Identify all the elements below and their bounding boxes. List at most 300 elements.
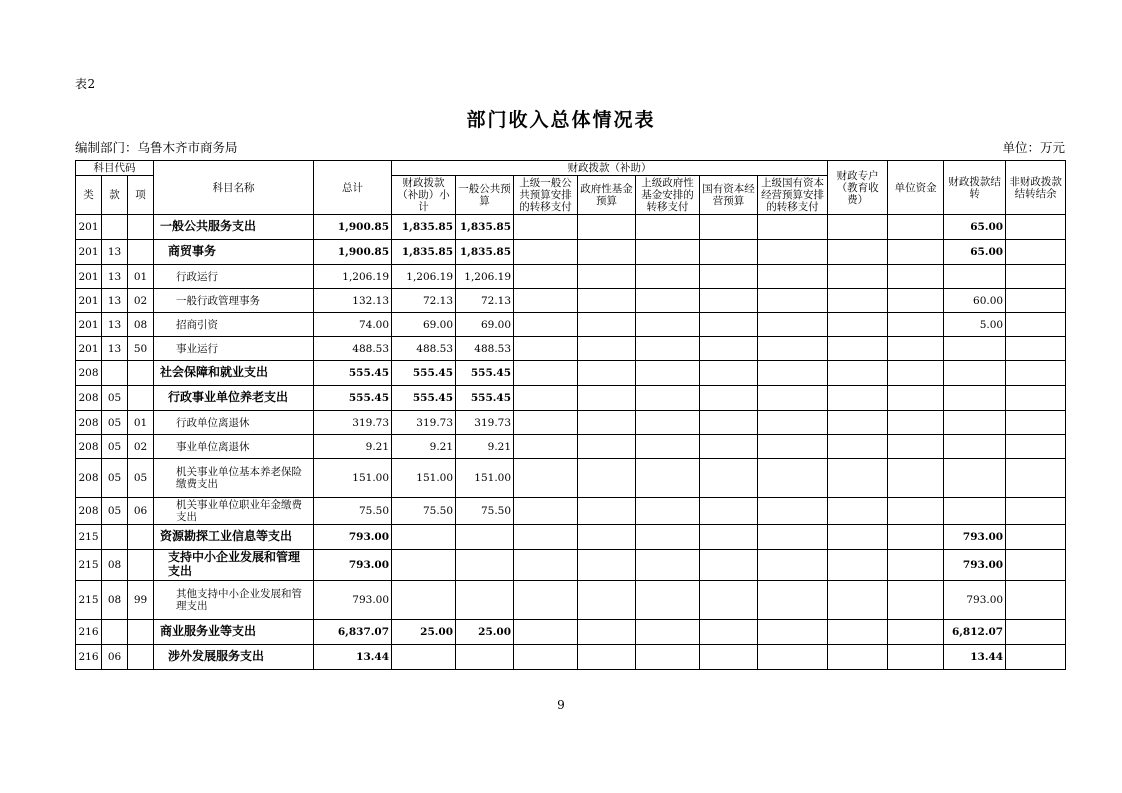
cell-upper_state_capital_transfer — [758, 313, 828, 337]
cell-fiscal_special_account — [828, 265, 888, 289]
table-row — [76, 411, 1066, 435]
header-col-upper-state-capital-transfer: 上级国有资本经营预算安排的转移支付 — [758, 176, 828, 215]
header-row-1 — [76, 161, 1066, 176]
cell-upper_gov_fund_transfer — [636, 644, 700, 669]
cell-nonfiscal_carryover — [1006, 435, 1066, 459]
cell-fiscal_sub: 1,835.85 — [392, 240, 456, 265]
cell-xiang — [128, 619, 154, 644]
cell-upper_general_transfer — [514, 644, 578, 669]
page-title: 部门收入总体情况表 — [466, 109, 656, 131]
cell-name: 行政单位离退休 — [154, 411, 314, 435]
table-row — [76, 644, 1066, 669]
cell-nonfiscal_carryover — [1006, 386, 1066, 411]
cell-name: 招商引资 — [154, 313, 314, 337]
cell-fiscal_carryover — [944, 459, 1006, 498]
cell-name: 支持中小企业发展和管理支出 — [154, 550, 314, 581]
cell-upper_gov_fund_transfer — [636, 435, 700, 459]
cell-gov_fund — [578, 619, 636, 644]
cell-upper_gov_fund_transfer — [636, 580, 700, 619]
cell-kuan — [102, 525, 128, 550]
cell-upper_gov_fund_transfer — [636, 550, 700, 581]
cell-fiscal_carryover: 5.00 — [944, 313, 1006, 337]
cell-name: 机关事业单位基本养老保险缴费支出 — [154, 459, 314, 498]
cell-name: 商业服务业等支出 — [154, 619, 314, 644]
cell-gov_fund — [578, 580, 636, 619]
page-number: 9 — [557, 698, 565, 712]
cell-name: 其他支持中小企业发展和管理支出 — [154, 580, 314, 619]
cell-general_public: 488.53 — [456, 337, 514, 361]
cell-name: 涉外发展服务支出 — [154, 644, 314, 669]
header-col-upper-gov-fund-transfer: 上级政府性基金安排的转移支付 — [636, 176, 700, 215]
table-row — [76, 525, 1066, 550]
cell-upper_gov_fund_transfer — [636, 289, 700, 313]
cell-xiang: 02 — [128, 435, 154, 459]
table-row — [76, 550, 1066, 581]
cell-lei: 201 — [76, 215, 102, 240]
header-fiscal-group: 财政拨款（补助） — [392, 161, 828, 176]
cell-fiscal_sub: 1,835.85 — [392, 215, 456, 240]
cell-xiang — [128, 550, 154, 581]
cell-nonfiscal_carryover — [1006, 240, 1066, 265]
table-row — [76, 459, 1066, 498]
cell-unit_funds — [888, 313, 944, 337]
cell-fiscal_special_account — [828, 313, 888, 337]
cell-upper_gov_fund_transfer — [636, 215, 700, 240]
table-body — [76, 215, 1066, 670]
cell-kuan: 13 — [102, 289, 128, 313]
cell-upper_general_transfer — [514, 361, 578, 386]
cell-total: 1,900.85 — [314, 215, 392, 240]
cell-name: 机关事业单位职业年金缴费支出 — [154, 498, 314, 525]
cell-gov_fund — [578, 525, 636, 550]
cell-general_public: 72.13 — [456, 289, 514, 313]
cell-xiang: 06 — [128, 498, 154, 525]
cell-xiang: 50 — [128, 337, 154, 361]
cell-gov_fund — [578, 435, 636, 459]
cell-gov_fund — [578, 289, 636, 313]
cell-kuan: 05 — [102, 435, 128, 459]
cell-upper_gov_fund_transfer — [636, 459, 700, 498]
cell-xiang: 01 — [128, 411, 154, 435]
cell-kuan: 05 — [102, 411, 128, 435]
cell-general_public: 319.73 — [456, 411, 514, 435]
cell-upper_gov_fund_transfer — [636, 265, 700, 289]
cell-state_capital — [700, 361, 758, 386]
cell-state_capital — [700, 580, 758, 619]
cell-upper_state_capital_transfer — [758, 265, 828, 289]
header-col-state-capital: 国有资本经营预算 — [700, 176, 758, 215]
cell-general_public: 9.21 — [456, 435, 514, 459]
cell-upper_general_transfer — [514, 525, 578, 550]
cell-gov_fund — [578, 337, 636, 361]
cell-upper_general_transfer — [514, 386, 578, 411]
cell-general_public: 69.00 — [456, 313, 514, 337]
cell-fiscal_sub: 151.00 — [392, 459, 456, 498]
cell-fiscal_special_account — [828, 337, 888, 361]
cell-gov_fund — [578, 313, 636, 337]
cell-gov_fund — [578, 459, 636, 498]
cell-fiscal_sub: 555.45 — [392, 386, 456, 411]
cell-upper_state_capital_transfer — [758, 644, 828, 669]
cell-unit_funds — [888, 337, 944, 361]
cell-nonfiscal_carryover — [1006, 619, 1066, 644]
cell-upper_state_capital_transfer — [758, 361, 828, 386]
cell-fiscal_sub: 555.45 — [392, 361, 456, 386]
cell-fiscal_special_account — [828, 215, 888, 240]
header-col-upper-general-transfer: 上级一般公共预算安排的转移支付 — [514, 176, 578, 215]
cell-kuan: 06 — [102, 644, 128, 669]
cell-state_capital — [700, 411, 758, 435]
cell-gov_fund — [578, 265, 636, 289]
cell-lei: 208 — [76, 498, 102, 525]
table-row — [76, 619, 1066, 644]
cell-kuan: 05 — [102, 459, 128, 498]
cell-upper_state_capital_transfer — [758, 240, 828, 265]
cell-lei: 216 — [76, 644, 102, 669]
cell-total: 555.45 — [314, 386, 392, 411]
cell-nonfiscal_carryover — [1006, 411, 1066, 435]
header-col-fiscal-special-account: 财政专户（教育收费） — [828, 161, 888, 215]
cell-fiscal_carryover — [944, 361, 1006, 386]
cell-general_public: 555.45 — [456, 386, 514, 411]
cell-xiang — [128, 525, 154, 550]
cell-lei: 215 — [76, 550, 102, 581]
cell-state_capital — [700, 313, 758, 337]
cell-general_public: 1,835.85 — [456, 240, 514, 265]
cell-unit_funds — [888, 215, 944, 240]
cell-lei: 201 — [76, 289, 102, 313]
cell-fiscal_carryover: 65.00 — [944, 215, 1006, 240]
cell-gov_fund — [578, 386, 636, 411]
cell-gov_fund — [578, 411, 636, 435]
cell-fiscal_sub — [392, 580, 456, 619]
header-col-gov-fund: 政府性基金预算 — [578, 176, 636, 215]
cell-upper_general_transfer — [514, 498, 578, 525]
cell-xiang — [128, 361, 154, 386]
cell-total: 793.00 — [314, 580, 392, 619]
cell-total: 75.50 — [314, 498, 392, 525]
cell-xiang: 08 — [128, 313, 154, 337]
table-row — [76, 289, 1066, 313]
unit-label: 单位：万元 — [1002, 140, 1065, 155]
cell-fiscal_special_account — [828, 459, 888, 498]
cell-nonfiscal_carryover — [1006, 459, 1066, 498]
cell-upper_state_capital_transfer — [758, 498, 828, 525]
cell-upper_state_capital_transfer — [758, 550, 828, 581]
cell-general_public: 75.50 — [456, 498, 514, 525]
cell-name: 一般行政管理事务 — [154, 289, 314, 313]
cell-fiscal_special_account — [828, 361, 888, 386]
cell-unit_funds — [888, 289, 944, 313]
cell-general_public — [456, 550, 514, 581]
cell-fiscal_sub — [392, 525, 456, 550]
cell-xiang: 01 — [128, 265, 154, 289]
cell-total: 6,837.07 — [314, 619, 392, 644]
cell-general_public: 151.00 — [456, 459, 514, 498]
cell-unit_funds — [888, 435, 944, 459]
cell-kuan — [102, 215, 128, 240]
cell-general_public: 25.00 — [456, 619, 514, 644]
cell-state_capital — [700, 525, 758, 550]
cell-fiscal_carryover — [944, 498, 1006, 525]
cell-xiang: 99 — [128, 580, 154, 619]
cell-unit_funds — [888, 550, 944, 581]
cell-state_capital — [700, 459, 758, 498]
cell-total: 1,206.19 — [314, 265, 392, 289]
cell-nonfiscal_carryover — [1006, 525, 1066, 550]
cell-fiscal_sub: 69.00 — [392, 313, 456, 337]
cell-state_capital — [700, 498, 758, 525]
header-col-lei: 类 — [76, 176, 102, 215]
cell-total: 555.45 — [314, 361, 392, 386]
header-col-total: 总计 — [314, 161, 392, 215]
cell-fiscal_sub: 25.00 — [392, 619, 456, 644]
cell-total: 74.00 — [314, 313, 392, 337]
cell-state_capital — [700, 289, 758, 313]
cell-upper_state_capital_transfer — [758, 386, 828, 411]
cell-unit_funds — [888, 459, 944, 498]
cell-upper_general_transfer — [514, 337, 578, 361]
department-label: 编制部门：乌鲁木齐市商务局 — [75, 140, 238, 155]
table-row — [76, 313, 1066, 337]
cell-upper_gov_fund_transfer — [636, 386, 700, 411]
cell-fiscal_sub: 1,206.19 — [392, 265, 456, 289]
cell-state_capital — [700, 386, 758, 411]
cell-kuan: 13 — [102, 265, 128, 289]
cell-fiscal_special_account — [828, 550, 888, 581]
cell-nonfiscal_carryover — [1006, 361, 1066, 386]
cell-upper_gov_fund_transfer — [636, 361, 700, 386]
cell-fiscal_carryover — [944, 411, 1006, 435]
cell-fiscal_special_account — [828, 411, 888, 435]
cell-fiscal_carryover: 793.00 — [944, 525, 1006, 550]
cell-name: 事业单位离退休 — [154, 435, 314, 459]
cell-xiang — [128, 215, 154, 240]
table-row — [76, 361, 1066, 386]
cell-unit_funds — [888, 525, 944, 550]
cell-kuan: 08 — [102, 580, 128, 619]
cell-xiang: 02 — [128, 289, 154, 313]
cell-lei: 208 — [76, 411, 102, 435]
cell-kuan — [102, 361, 128, 386]
cell-name: 一般公共服务支出 — [154, 215, 314, 240]
cell-fiscal_sub: 319.73 — [392, 411, 456, 435]
cell-state_capital — [700, 550, 758, 581]
table-row — [76, 215, 1066, 240]
cell-xiang — [128, 386, 154, 411]
cell-lei: 208 — [76, 361, 102, 386]
cell-kuan: 05 — [102, 498, 128, 525]
cell-unit_funds — [888, 361, 944, 386]
cell-total: 1,900.85 — [314, 240, 392, 265]
cell-nonfiscal_carryover — [1006, 215, 1066, 240]
cell-total: 9.21 — [314, 435, 392, 459]
cell-nonfiscal_carryover — [1006, 644, 1066, 669]
meta-row — [75, 138, 1065, 156]
cell-kuan: 13 — [102, 313, 128, 337]
cell-state_capital — [700, 240, 758, 265]
cell-upper_gov_fund_transfer — [636, 498, 700, 525]
header-col-kuan: 款 — [102, 176, 128, 215]
header-col-unit-funds: 单位资金 — [888, 161, 944, 215]
cell-kuan: 05 — [102, 386, 128, 411]
cell-fiscal_special_account — [828, 289, 888, 313]
cell-total: 151.00 — [314, 459, 392, 498]
cell-fiscal_carryover: 6,812.07 — [944, 619, 1006, 644]
cell-fiscal_special_account — [828, 386, 888, 411]
cell-lei: 201 — [76, 313, 102, 337]
cell-lei: 215 — [76, 580, 102, 619]
cell-fiscal_carryover: 65.00 — [944, 240, 1006, 265]
cell-nonfiscal_carryover — [1006, 313, 1066, 337]
cell-unit_funds — [888, 265, 944, 289]
cell-state_capital — [700, 644, 758, 669]
cell-fiscal_carryover: 793.00 — [944, 550, 1006, 581]
cell-upper_gov_fund_transfer — [636, 240, 700, 265]
cell-name: 商贸事务 — [154, 240, 314, 265]
cell-upper_general_transfer — [514, 550, 578, 581]
table-head — [76, 161, 1066, 215]
cell-nonfiscal_carryover — [1006, 265, 1066, 289]
cell-fiscal_carryover — [944, 337, 1006, 361]
cell-unit_funds — [888, 498, 944, 525]
cell-kuan — [102, 619, 128, 644]
cell-name: 社会保障和就业支出 — [154, 361, 314, 386]
cell-lei: 201 — [76, 337, 102, 361]
cell-upper_state_capital_transfer — [758, 411, 828, 435]
cell-lei: 201 — [76, 240, 102, 265]
cell-upper_gov_fund_transfer — [636, 619, 700, 644]
header-col-general-public: 一般公共预算 — [456, 176, 514, 215]
cell-upper_state_capital_transfer — [758, 289, 828, 313]
cell-fiscal_sub — [392, 644, 456, 669]
cell-kuan: 13 — [102, 240, 128, 265]
cell-upper_state_capital_transfer — [758, 337, 828, 361]
cell-state_capital — [700, 265, 758, 289]
cell-fiscal_special_account — [828, 240, 888, 265]
cell-gov_fund — [578, 498, 636, 525]
cell-fiscal_carryover: 60.00 — [944, 289, 1006, 313]
cell-upper_state_capital_transfer — [758, 215, 828, 240]
cell-upper_general_transfer — [514, 435, 578, 459]
cell-upper_general_transfer — [514, 459, 578, 498]
table-row — [76, 265, 1066, 289]
cell-upper_gov_fund_transfer — [636, 525, 700, 550]
cell-total: 793.00 — [314, 525, 392, 550]
cell-lei: 208 — [76, 386, 102, 411]
cell-fiscal_carryover: 793.00 — [944, 580, 1006, 619]
cell-unit_funds — [888, 619, 944, 644]
header-col-xiang: 项 — [128, 176, 154, 215]
cell-fiscal_carryover — [944, 435, 1006, 459]
cell-fiscal_carryover: 13.44 — [944, 644, 1006, 669]
table-row — [76, 498, 1066, 525]
cell-gov_fund — [578, 361, 636, 386]
cell-fiscal_sub: 9.21 — [392, 435, 456, 459]
cell-state_capital — [700, 215, 758, 240]
cell-lei: 216 — [76, 619, 102, 644]
cell-nonfiscal_carryover — [1006, 289, 1066, 313]
cell-general_public: 1,835.85 — [456, 215, 514, 240]
cell-state_capital — [700, 337, 758, 361]
cell-upper_gov_fund_transfer — [636, 313, 700, 337]
cell-general_public — [456, 580, 514, 619]
cell-fiscal_sub: 75.50 — [392, 498, 456, 525]
cell-nonfiscal_carryover — [1006, 580, 1066, 619]
cell-upper_state_capital_transfer — [758, 459, 828, 498]
cell-xiang: 05 — [128, 459, 154, 498]
cell-state_capital — [700, 435, 758, 459]
cell-fiscal_special_account — [828, 435, 888, 459]
header-col-name: 科目名称 — [154, 161, 314, 215]
cell-lei: 208 — [76, 459, 102, 498]
cell-general_public: 555.45 — [456, 361, 514, 386]
cell-nonfiscal_carryover — [1006, 550, 1066, 581]
cell-unit_funds — [888, 580, 944, 619]
cell-gov_fund — [578, 550, 636, 581]
cell-fiscal_special_account — [828, 525, 888, 550]
cell-upper_general_transfer — [514, 619, 578, 644]
cell-fiscal_special_account — [828, 580, 888, 619]
table-row — [76, 337, 1066, 361]
cell-nonfiscal_carryover — [1006, 337, 1066, 361]
cell-fiscal_special_account — [828, 644, 888, 669]
cell-fiscal_special_account — [828, 619, 888, 644]
cell-unit_funds — [888, 240, 944, 265]
cell-general_public — [456, 644, 514, 669]
header-col-fiscal-carryover: 财政拨款结转 — [944, 161, 1006, 215]
cell-upper_state_capital_transfer — [758, 435, 828, 459]
cell-kuan: 13 — [102, 337, 128, 361]
cell-name: 资源勘探工业信息等支出 — [154, 525, 314, 550]
cell-lei: 201 — [76, 265, 102, 289]
cell-general_public: 1,206.19 — [456, 265, 514, 289]
cell-upper_general_transfer — [514, 265, 578, 289]
cell-upper_general_transfer — [514, 215, 578, 240]
cell-fiscal_sub: 72.13 — [392, 289, 456, 313]
cell-kuan: 08 — [102, 550, 128, 581]
cell-upper_state_capital_transfer — [758, 525, 828, 550]
sheet-label: 表2 — [75, 77, 96, 91]
cell-unit_funds — [888, 386, 944, 411]
cell-total: 13.44 — [314, 644, 392, 669]
header-col-fiscal-sub: 财政拨款（补助）小计 — [392, 176, 456, 215]
cell-total: 132.13 — [314, 289, 392, 313]
cell-fiscal_sub: 488.53 — [392, 337, 456, 361]
cell-upper_state_capital_transfer — [758, 580, 828, 619]
cell-lei: 215 — [76, 525, 102, 550]
cell-upper_gov_fund_transfer — [636, 411, 700, 435]
cell-nonfiscal_carryover — [1006, 498, 1066, 525]
cell-upper_general_transfer — [514, 411, 578, 435]
cell-total: 793.00 — [314, 550, 392, 581]
cell-name: 行政运行 — [154, 265, 314, 289]
cell-upper_general_transfer — [514, 313, 578, 337]
cell-gov_fund — [578, 215, 636, 240]
cell-fiscal_carryover — [944, 265, 1006, 289]
table-row — [76, 435, 1066, 459]
cell-xiang — [128, 644, 154, 669]
cell-unit_funds — [888, 644, 944, 669]
cell-unit_funds — [888, 411, 944, 435]
cell-upper_general_transfer — [514, 289, 578, 313]
cell-total: 319.73 — [314, 411, 392, 435]
cell-upper_general_transfer — [514, 240, 578, 265]
cell-upper_state_capital_transfer — [758, 619, 828, 644]
cell-xiang — [128, 240, 154, 265]
cell-name: 行政事业单位养老支出 — [154, 386, 314, 411]
cell-lei: 208 — [76, 435, 102, 459]
